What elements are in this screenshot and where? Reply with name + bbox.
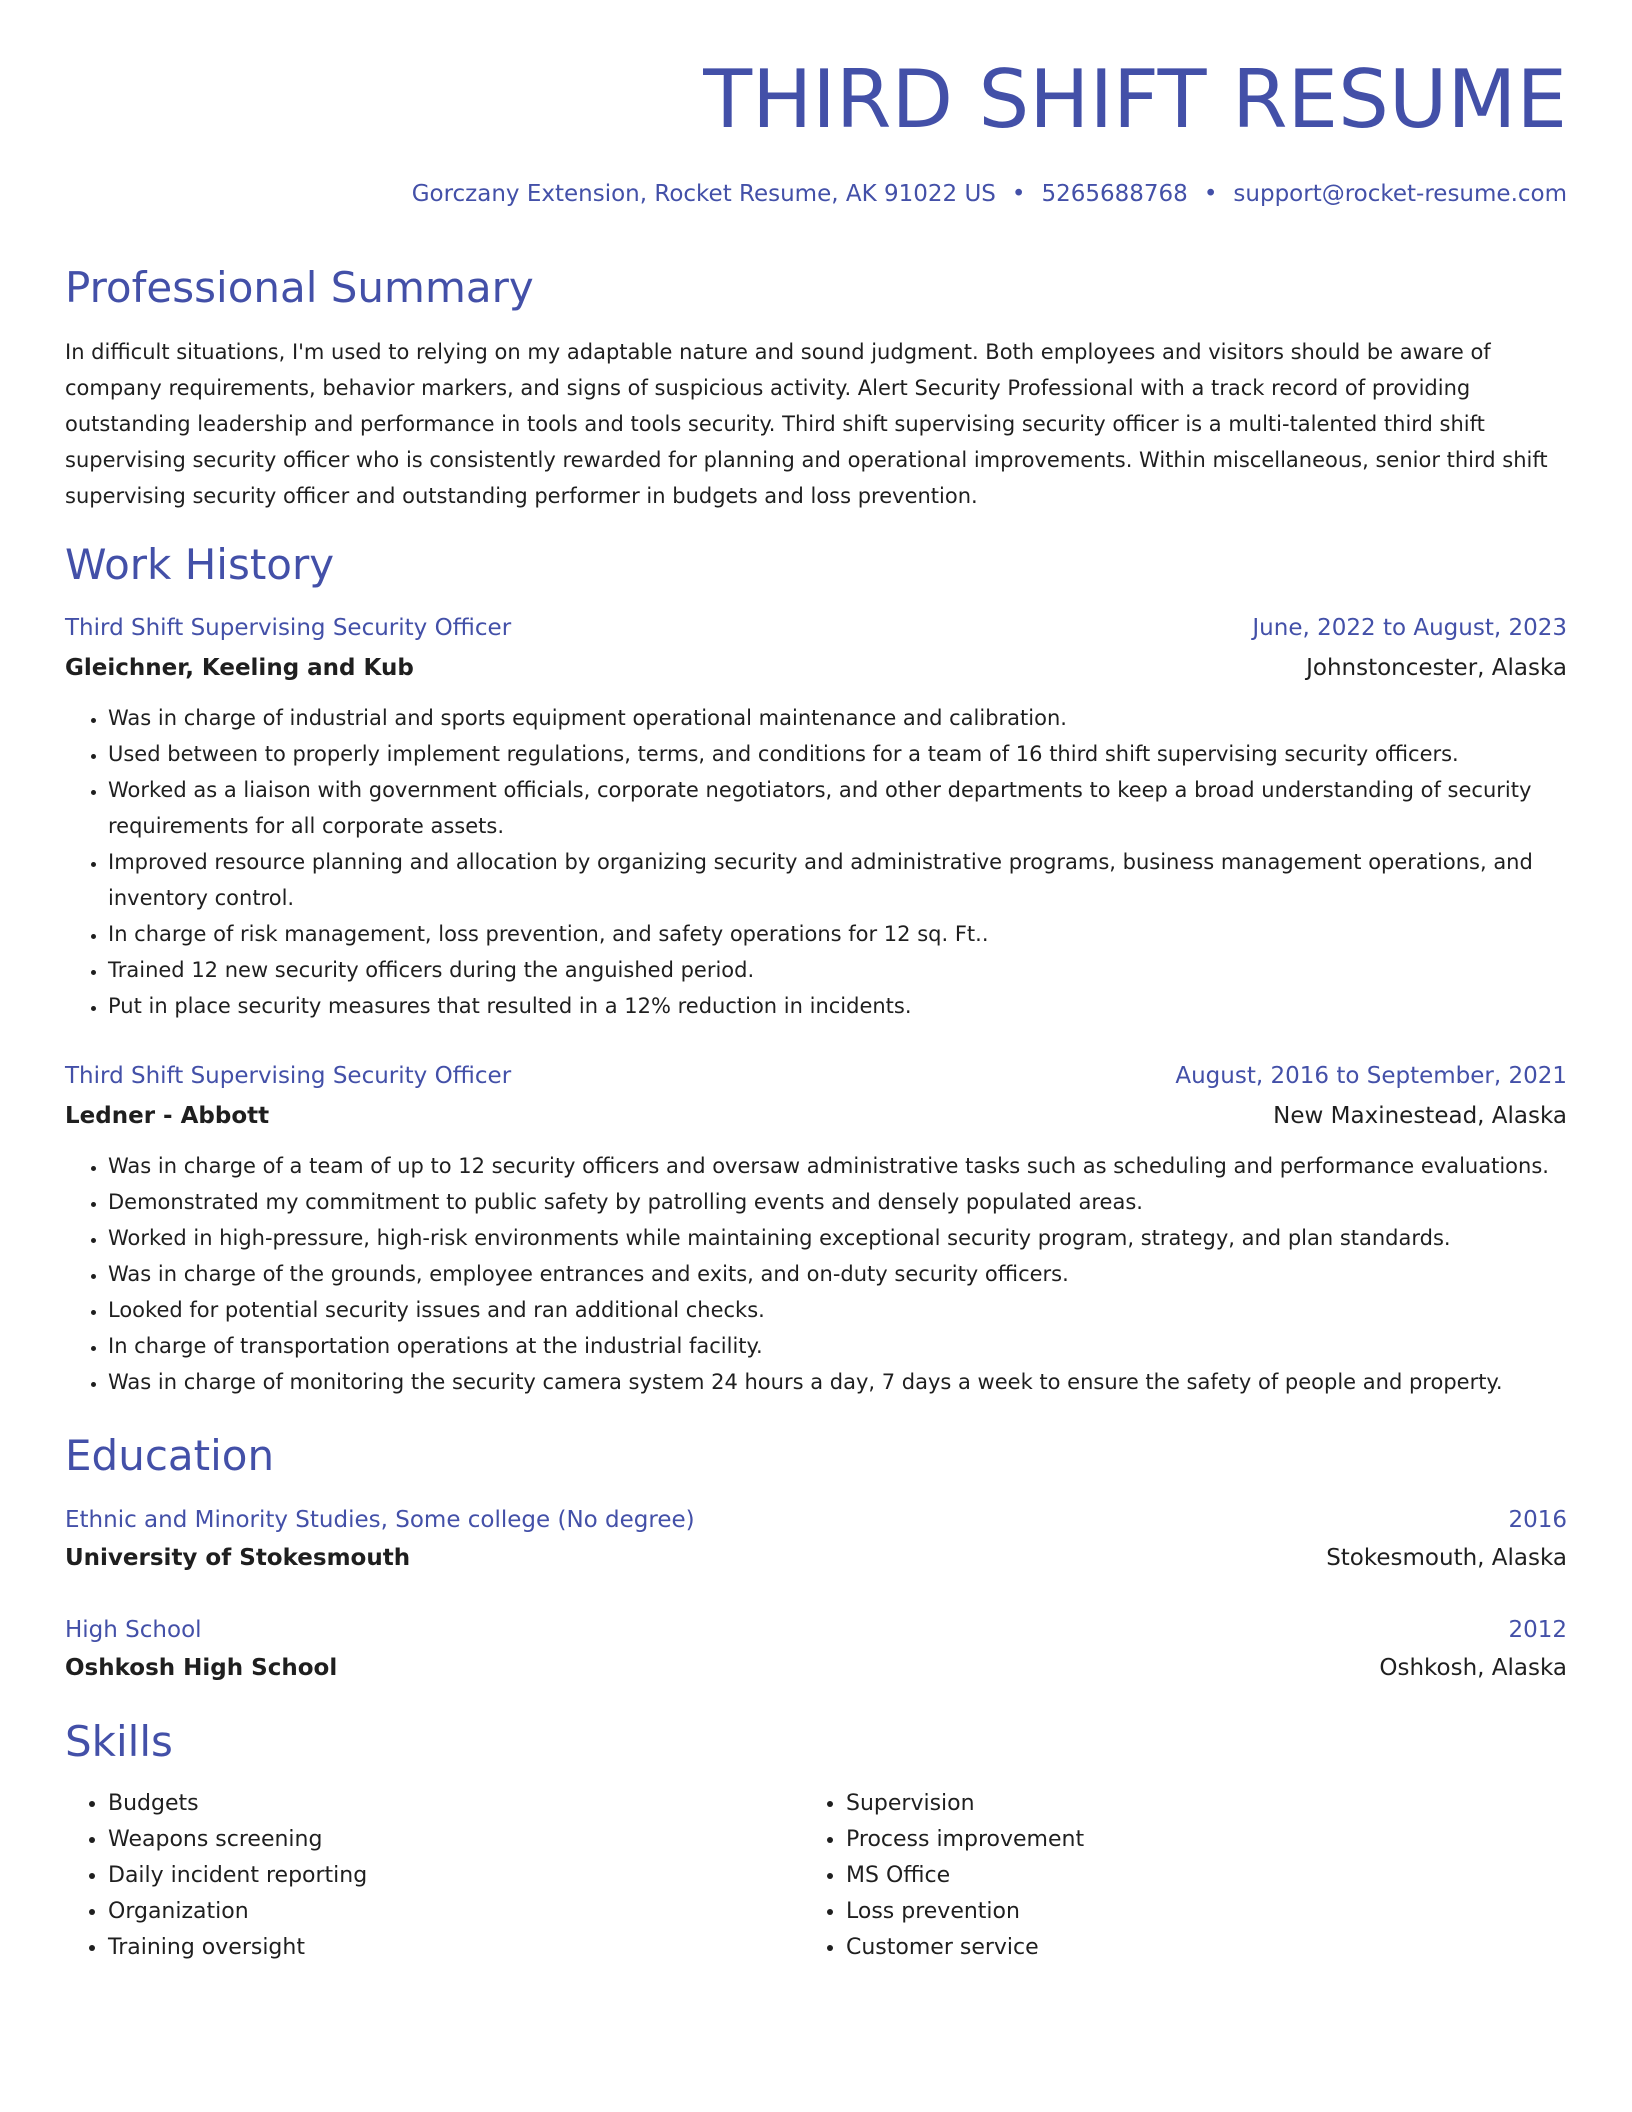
list-item: • Was in charge of monitoring the security camera system 24 hours a day, 7 days a week to ensure the safety of people and property. [108,1364,1567,1400]
education-school-row [65,1652,1567,1684]
job-role: Third Shift Supervising Security Officer [65,615,512,641]
job-bullets [65,1148,1567,1400]
job-title-row [65,612,1567,644]
job-company: Ledner - Abbott [65,1103,270,1129]
list-item: • Was in charge of industrial and sports equipment operational maintenance and calibration. [108,700,1567,736]
list-item: • Was in charge of the grounds, employee entrances and exits, and on-duty security officers. [108,1256,1567,1292]
skills-list-right [803,1786,1503,1966]
skill-item: • Process improvement [846,1822,1503,1858]
education-location: Stokesmouth, Alaska [1326,1545,1567,1571]
job-title-row [65,1060,1567,1092]
skill-item: • Budgets [108,1786,765,1822]
summary-text: In difficult situations, I'm used to relying on my adaptable nature and sound judgment. Both employees and visitors should be aware of company requirements, behavior markers, and signs of suspicious activity. Alert Security Professional with a track record of providing outstanding leadership and performance in tools and tools security. Third shift supervising security officer is a multi-talented third shift supervising security officer who is consistently rewarded for planning and operational improvements. Within miscellaneous, senior third shift supervising security officer and outstanding performer in budgets and loss prevention. [65,340,1548,508]
contact-phone: 5265688768 [1041,181,1188,207]
resume-name: THIRD SHIFT RESUME [703,53,1567,146]
education-degree: Ethnic and Minority Studies, Some college (No degree) [65,1507,695,1533]
skill-item: • Loss prevention [846,1894,1503,1930]
list-item: • Looked for potential security issues and ran additional checks. [108,1292,1567,1328]
education-heading: Education [65,1431,275,1480]
list-item: • Put in place security measures that resulted in a 12% reduction in incidents. [108,988,1567,1024]
contact-address: Gorczany Extension, Rocket Resume, AK 91022 US [411,181,996,207]
education-degree-row [65,1504,1567,1536]
list-item: • Trained 12 new security officers during the anguished period. [108,952,1567,988]
education-year: 2012 [1508,1617,1567,1643]
summary-heading: Professional Summary [65,263,534,312]
skill-item: • Weapons screening [108,1822,765,1858]
list-item: • Worked as a liaison with government officials, corporate negotiators, and other departments to keep a broad understanding of security requirements for all corporate assets. [108,772,1567,844]
job-location: New Maxinestead, Alaska [1273,1103,1567,1129]
job-role: Third Shift Supervising Security Officer [65,1063,512,1089]
job-company: Gleichner, Keeling and Kub [65,655,414,681]
job-company-row [65,1100,1567,1132]
skill-item: • Organization [108,1894,765,1930]
skill-item: • Supervision [846,1786,1503,1822]
list-item: • Was in charge of a team of up to 12 security officers and oversaw administrative tasks such as scheduling and performance evaluations. [108,1148,1567,1184]
education-school: Oshkosh High School [65,1655,338,1681]
skills-heading: Skills [65,1717,173,1766]
list-item: • In charge of risk management, loss prevention, and safety operations for 12 sq. Ft.. [108,916,1567,952]
skill-item: • MS Office [846,1858,1503,1894]
education-degree: High School [65,1617,202,1643]
contact-separator: • [1011,181,1026,207]
skill-item: • Training oversight [108,1930,765,1966]
job-location: Johnstoncester, Alaska [1306,655,1567,681]
list-item: • In charge of transportation operations at the industrial facility. [108,1328,1567,1364]
education-degree-row [65,1614,1567,1646]
skill-item: • Customer service [846,1930,1503,1966]
education-school: University of Stokesmouth [65,1545,411,1571]
work-history-heading: Work History [65,540,335,589]
list-item: • Worked in high-pressure, high-risk environments while maintaining exceptional security program, strategy, and plan standards. [108,1220,1567,1256]
job-bullets [65,700,1567,1024]
list-item: • Used between to properly implement regulations, terms, and conditions for a team of 16 third shift supervising security officers. [108,736,1567,772]
skill-item: • Daily incident reporting [108,1858,765,1894]
education-location: Oshkosh, Alaska [1379,1655,1567,1681]
contact-email: support@rocket-resume.com [1233,181,1567,207]
job-dates: August, 2016 to September, 2021 [1175,1063,1567,1089]
contact-separator: • [1203,181,1218,207]
job-dates: June, 2022 to August, 2023 [1252,615,1567,641]
contact-line [412,178,1567,210]
education-year: 2016 [1508,1507,1567,1533]
list-item: • Demonstrated my commitment to public safety by patrolling events and densely populated areas. [108,1184,1567,1220]
job-company-row [65,652,1567,684]
list-item: • Improved resource planning and allocation by organizing security and administrative programs, business management operations, and inventory control. [108,844,1567,916]
education-school-row [65,1542,1567,1574]
skills-list-left [65,1786,765,1966]
